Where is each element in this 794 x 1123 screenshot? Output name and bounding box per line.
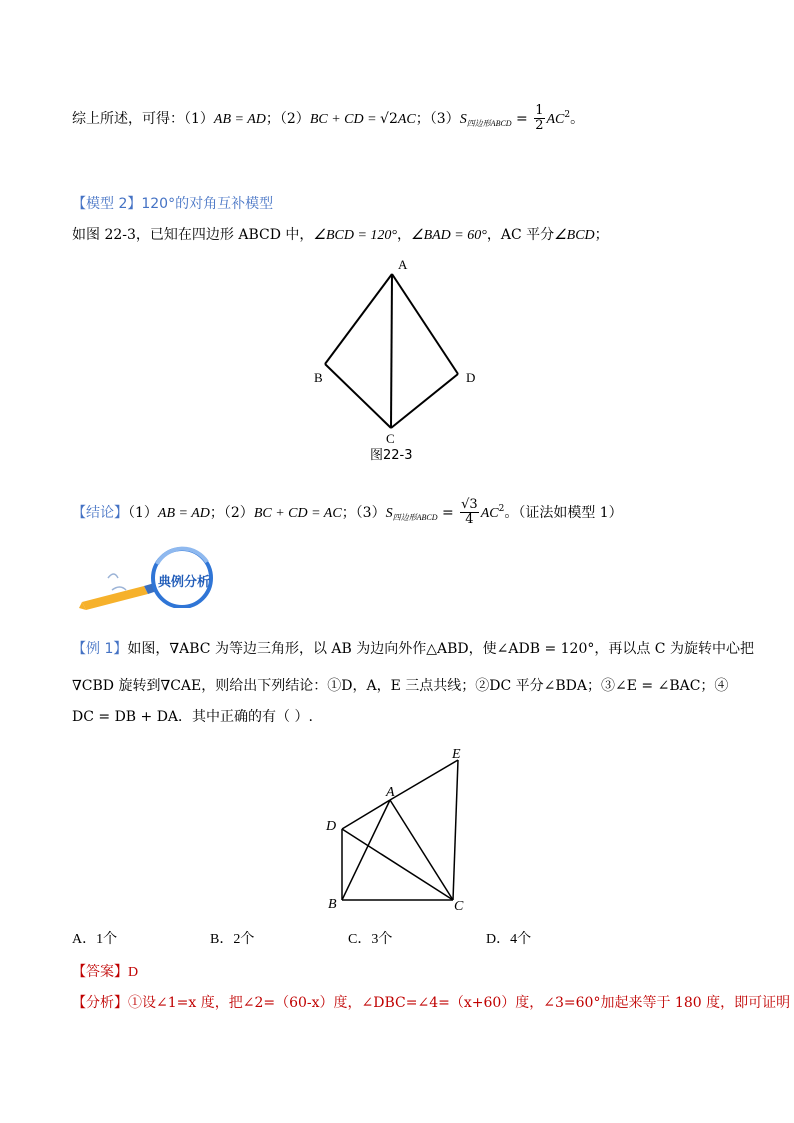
analysis-line: [72, 992, 790, 1012]
label-d: D: [466, 370, 476, 385]
label-a: A: [398, 257, 408, 272]
edge-ab: [325, 274, 392, 364]
summary-s: S: [459, 111, 467, 127]
example-analysis-badge: [78, 548, 238, 612]
model2-bracket-open: 【: [72, 196, 86, 212]
summary-eq3-sup: 2: [564, 109, 571, 120]
summary-frac-num: 1: [535, 103, 544, 118]
label-b: B: [314, 370, 323, 385]
conclusion-frac-den: 4: [465, 512, 474, 528]
desc-angle1: ∠BCD = 120°: [313, 228, 398, 243]
conclusion-eq3-eq: =: [437, 504, 459, 521]
conclusion-eq1: AB = AD: [157, 505, 210, 521]
summary-eq2a: BC + CD =: [309, 111, 381, 127]
answer-value: D: [128, 965, 139, 980]
summary-frac-den: 2: [535, 118, 544, 134]
conclusion-p3: ；（3）: [341, 504, 386, 521]
conclusion-eq3-tail: AC: [480, 505, 499, 521]
desc-angle2: ∠BAD = 60°: [411, 228, 487, 243]
figure-22-3: [300, 252, 500, 467]
example-text-3: DC = DB + DA．其中正确的有（ ）.: [72, 709, 313, 725]
edge-ad: [392, 274, 458, 374]
summary-eq3-tail: AC: [546, 111, 565, 127]
answer-line: [72, 961, 138, 981]
summary-line: [72, 104, 584, 134]
conclusion-eq3-sup: 2: [498, 503, 505, 514]
analysis-tag: 【分析】: [72, 995, 128, 1011]
ex-label-a: A: [386, 785, 395, 800]
conclusion-fraction: [460, 498, 479, 528]
summary-eq2c: AC: [397, 111, 416, 127]
option-b: B．2个: [210, 932, 255, 947]
example-line-2: [72, 675, 728, 695]
model2-title: 120°的对角互补模型: [141, 196, 274, 212]
model2-bracket-label: 模型 2: [86, 196, 128, 212]
edge-ae: [390, 760, 458, 800]
edge-ec: [453, 760, 458, 900]
desc-text1: 如图 22-3，已知在四边形 ABCD 中，: [72, 227, 314, 243]
ex-label-d: D: [326, 819, 337, 834]
conclusion-tag: 【结论】: [72, 504, 128, 521]
summary-fraction: [534, 104, 544, 134]
example-figure: [320, 742, 480, 917]
edge-ac: [390, 800, 453, 900]
model2-bracket-close: 】: [127, 196, 142, 212]
summary-p3: ；（3）: [415, 110, 460, 127]
conclusion-s: S: [385, 505, 393, 521]
example-tag: 【例 1】: [72, 641, 128, 657]
conclusion-p1: （1）: [128, 504, 158, 521]
conclusion-s-sub: 四边形ABCD: [392, 512, 438, 522]
example-line-3: [72, 706, 313, 726]
model2-description: [72, 224, 609, 244]
example-text-2: ∇CBD 旋转到∇CAE，则给出下列结论：①D，A，E 三点共线；②DC 平分∠BDA；③∠E = ∠BAC；④: [72, 678, 729, 694]
conclusion-eq2: BC + CD = AC: [253, 505, 342, 521]
summary-eq1: AB = AD: [213, 111, 266, 127]
desc-text2: ，AC 平分: [486, 227, 555, 243]
conclusion-end: 。（证法如模型 1）: [504, 504, 623, 521]
desc-end: ；: [594, 227, 609, 243]
figure-caption: 图22-3: [370, 448, 413, 463]
summary-end: 。: [570, 110, 585, 127]
answer-tag: 【答案】: [72, 964, 128, 980]
ex-label-b: B: [328, 897, 337, 912]
summary-p1: （1）: [184, 110, 214, 127]
conclusion-p2: ；（2）: [209, 504, 254, 521]
badge-text: 典例分析: [158, 575, 211, 590]
summary-s-sub: 四边形ABCD: [466, 118, 512, 128]
option-c: C．3个: [348, 932, 393, 947]
analysis-text: ①设∠1=x 度，把∠2=（60-x）度，∠DBC=∠4=（x+60）度，∠3=60°加起来等于 180 度，即可证明: [128, 995, 791, 1011]
edge-bc: [325, 364, 391, 428]
summary-p2: ；（2）: [265, 110, 310, 127]
model2-heading: [72, 193, 273, 213]
summary-sqrt2: √2: [380, 110, 398, 127]
desc-sep: ，: [397, 227, 412, 243]
example-text-1: 如图，∇ABC 为等边三角形，以 AB 为边向外作△ABD，使∠ADB = 120°，再以点 C 为旋转中心把: [127, 641, 754, 657]
example-line-1: [72, 638, 754, 658]
diagonal-ac: [391, 274, 392, 428]
ex-label-c: C: [454, 899, 464, 914]
ex-label-e: E: [452, 747, 461, 762]
option-a: A．1个: [72, 932, 118, 947]
desc-angle3: ∠BCD: [554, 228, 595, 243]
conclusion-frac-num: √3: [461, 497, 478, 512]
option-d: D．4个: [486, 932, 532, 947]
conclusion-line: [72, 498, 623, 528]
summary-eq3-eq: =: [511, 110, 533, 127]
edge-cd: [391, 374, 458, 428]
label-c: C: [386, 431, 395, 446]
summary-lead: 综上所述，可得：: [72, 110, 184, 127]
